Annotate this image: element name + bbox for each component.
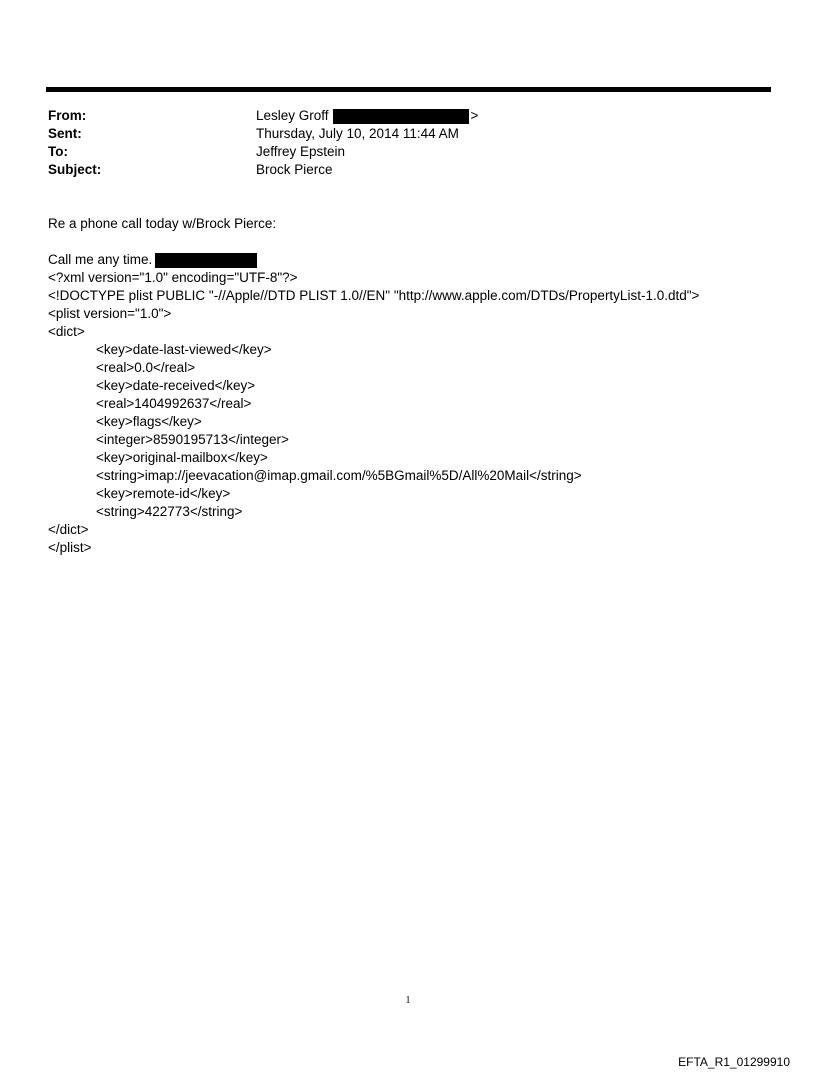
dict-line: <string>422773</string>	[96, 504, 243, 519]
dict-line: <key>flags</key>	[96, 414, 202, 429]
to-value: Jeffrey Epstein	[256, 144, 346, 159]
dict-line: <real>1404992637</real>	[96, 396, 252, 411]
sent-row	[48, 125, 748, 143]
subject-label: Subject:	[48, 162, 102, 177]
from-row	[48, 107, 748, 125]
dict-line: <key>date-last-viewed</key>	[96, 342, 272, 357]
subject-value: Brock Pierce	[256, 162, 333, 177]
dict-line: <key>date-received</key>	[96, 378, 256, 393]
top-rule	[46, 87, 771, 92]
xml-line: <!DOCTYPE plist PUBLIC "-//Apple//DTD PLIST 1.0//EN" "http://www.apple.com/DTDs/PropertyList-1.0.dtd">	[48, 288, 700, 303]
intro-line: Re a phone call today w/Brock Pierce:	[48, 216, 277, 231]
from-value-wrapper	[256, 107, 478, 125]
sent-value: Thursday, July 10, 2014 11:44 AM	[256, 126, 459, 141]
call-line: Call me any time.	[48, 252, 153, 267]
xml-line: <?xml version="1.0" encoding="UTF-8"?>	[48, 270, 298, 285]
xml-line: <plist version="1.0">	[48, 306, 172, 321]
page-number: 1	[405, 995, 411, 1006]
xml-line: <dict>	[48, 324, 85, 339]
from-suffix: >	[470, 108, 479, 123]
redaction-email	[333, 109, 469, 124]
bates-number: EFTA_R1_01299910	[678, 1055, 790, 1069]
email-header	[48, 107, 748, 179]
spacer	[48, 233, 788, 251]
subject-row	[48, 161, 748, 179]
email-body	[48, 215, 788, 557]
dict-line: <key>original-mailbox</key>	[96, 450, 268, 465]
from-label: From:	[48, 108, 87, 123]
redaction-phone	[155, 253, 257, 268]
from-value: Lesley Groff	[256, 108, 329, 123]
dict-line: <real>0.0</real>	[96, 360, 196, 375]
dict-line: <string>imap://jeevacation@imap.gmail.com/%5BGmail%5D/All%20Mail</string>	[96, 468, 582, 483]
to-label: To:	[48, 144, 68, 159]
closing-line: </plist>	[48, 540, 92, 555]
dict-line: <key>remote-id</key>	[96, 486, 231, 501]
call-line-wrapper	[48, 251, 788, 269]
dict-line: <integer>8590195713</integer>	[96, 432, 289, 447]
sent-label: Sent:	[48, 126, 82, 141]
closing-line: </dict>	[48, 522, 89, 537]
to-row	[48, 143, 748, 161]
